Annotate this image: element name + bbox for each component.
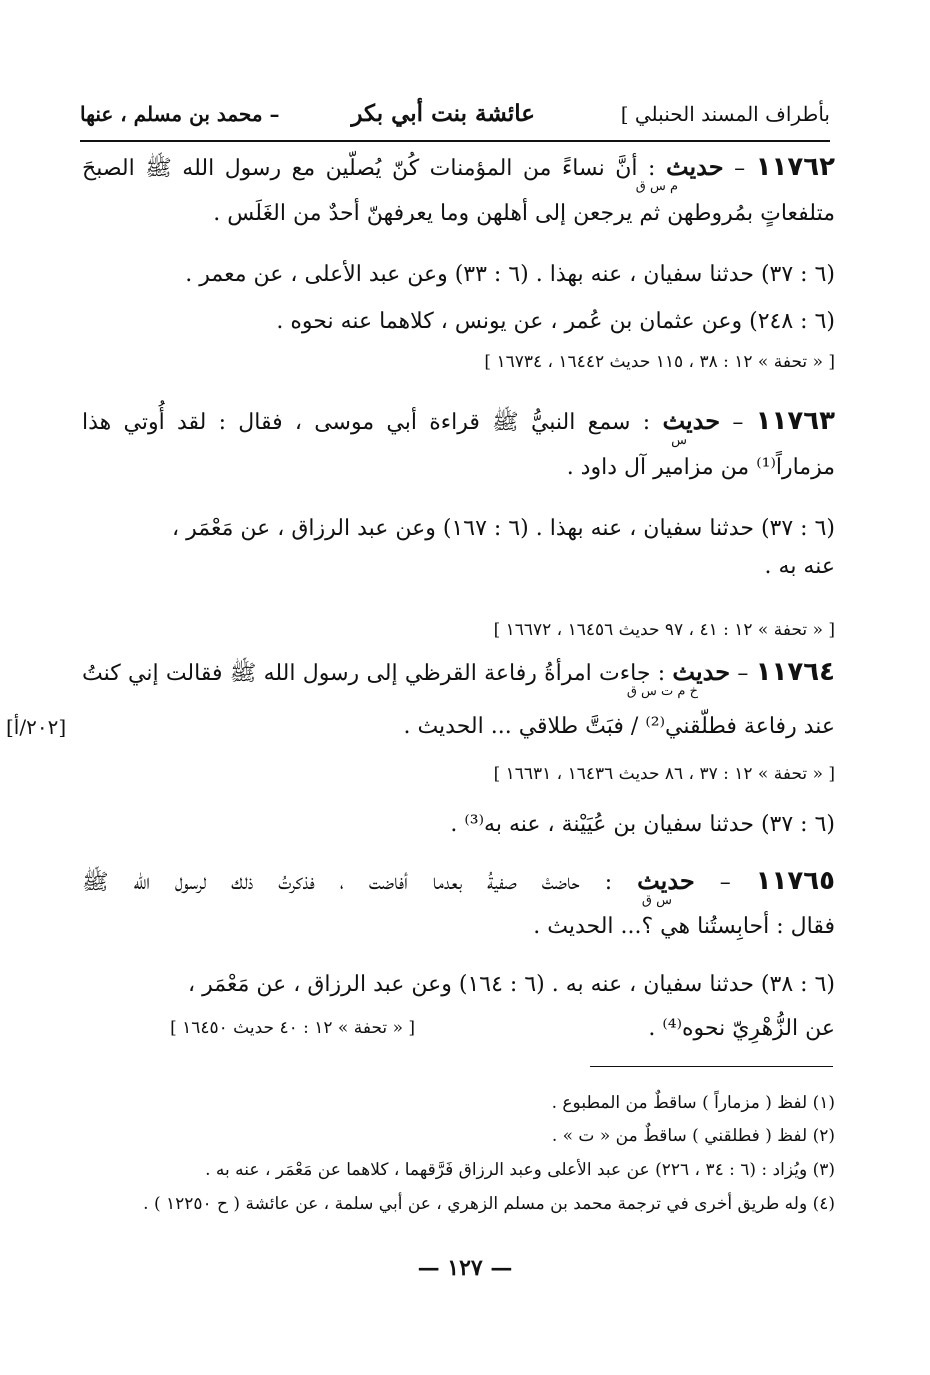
hadith-number: ١١٧٦٣ — [755, 406, 836, 436]
entry-2-line-1: ١١٧٦٣ – حديث : سمع النبيُّ ﷺ قراءة أبي موسى ، فقال : لقد أُوتي هذا — [82, 406, 836, 436]
hadith-keyword: حديث — [637, 866, 695, 895]
entry-1-line-1: ١١٧٦٢ – حديث : أنَّ نساءً من المؤمنات كُنّ يُصلّين مع رسول الله ﷺ الصبحَ — [82, 152, 835, 182]
footnote-divider — [590, 1066, 833, 1067]
entry-1-line-2: متلفعاتٍ بمُروطهن ثم يرجعن إلى أهلهن وما يعرفهنّ أحدٌ من الغَلَس . — [213, 201, 835, 226]
footnote-1: (١) لفظ ( مزماراً ) ساقطٌ من المطبوع . — [551, 1093, 835, 1113]
entry-3-chain-1: (٦ : ٣٧) حدثنا سفيان بن عُيَيْنة ، عنه به⁽³⁾ . — [450, 812, 835, 837]
header-divider — [80, 140, 830, 142]
tuhfa-reference: [ « تحفة » ١٢ : ٤١ ، ٩٧ حديث ١٦٤٥٦ ، ١٦٦٧٢ ] — [493, 620, 835, 640]
tuhfa-reference: [ « تحفة » ١٢ : ٣٨ ، ١١٥ حديث ١٦٤٤٢ ، ١٦٧٣٤ ] — [484, 352, 835, 372]
running-header — [80, 96, 830, 136]
hadith-keyword: حديث — [665, 152, 724, 181]
hadith-text: : سمع النبيُّ ﷺ قراءة أبي موسى ، فقال : لقد أُوتي هذا — [82, 410, 651, 435]
tuhfa-reference: [ « تحفة » ١٢ : ٤٠ حديث ١٦٤٥٠ ] — [170, 1018, 415, 1038]
manuscript-folio-note: [٢٠٢/أ] — [6, 715, 67, 739]
tuhfa-reference: [ « تحفة » ١٢ : ٣٧ ، ٨٦ حديث ١٦٤٣٦ ، ١٦٦٣١ ] — [493, 764, 835, 784]
footnote-2: (٢) لفظ ( فطلقني ) ساقطٌ من « ت » . — [551, 1126, 835, 1146]
entry-4-chain-1: (٦ : ٣٨) حدثنا سفيان ، عنه به . (٦ : ١٦٤) وعن عبد الرزاق ، عن مَعْمَر ، — [188, 972, 835, 997]
hadith-number: ١١٧٦٥ — [755, 866, 836, 896]
page-number: — ١٢٧ — — [417, 1255, 513, 1281]
hadith-text: : أنَّ نساءً من المؤمنات كُنّ يُصلّين مع رسول الله ﷺ الصبحَ — [82, 156, 656, 181]
entry-1-chain-2: (٦ : ٢٤٨) وعن عثمان بن عُمر ، عن يونس ، كلاهما عنه نحوه . — [276, 309, 835, 334]
entry-4-line-1: ١١٧٦٥ – حديث : حاضتْ صفيةُ بعدما أفاضت ، فذكرتُ ذلك لرسول الله ﷺ — [82, 866, 836, 896]
entry-2-chain-1: (٦ : ٣٧) حدثنا سفيان ، عنه بهذا . (٦ : ١٦٧) وعن عبد الرزاق ، عن مَعْمَر ، — [172, 516, 835, 541]
header-subsection: – محمد بن مسلم ، عنها — [80, 102, 280, 126]
hadith-number: ١١٧٦٤ — [755, 657, 835, 687]
sigla: م س ق — [635, 179, 678, 194]
entry-2-line-2: مزماراً⁽¹⁾ من مزامير آل داود . — [566, 455, 835, 480]
hadith-number: ١١٧٦٢ — [755, 152, 835, 182]
hadith-text: : جاءت امرأةُ رفاعة القرظي إلى رسول الله ﷺ فقالت إني كنتُ — [82, 661, 666, 686]
entry-4-chain-2: عن الزُّهْرِيّ نحوه⁽⁴⁾ . — [648, 1016, 835, 1041]
header-book-title: بأطراف المسند الحنبلي ] — [620, 102, 830, 126]
header-section-title: عائشة بنت أبي بكر — [351, 100, 535, 127]
hadith-text: : حاضتْ صفيةُ بعدما أفاضت ، فذكرتُ ذلك لرسول الله ﷺ — [82, 870, 613, 895]
sigla: خ م ت س ق — [626, 684, 698, 699]
footnote-3: (٣) ويُزاد : (٦ : ٣٤ ، ٢٢٦) عن عبد الأعلى وعبد الرزاق فَرَّقهما ، كلاهما عن مَعْمَر ، عنه به . — [205, 1160, 835, 1180]
entry-1-chain-1: (٦ : ٣٧) حدثنا سفيان ، عنه بهذا . (٦ : ٣٣) وعن عبد الأعلى ، عن معمر . — [185, 262, 835, 287]
footnote-4: (٤) وله طريق أخرى في ترجمة محمد بن مسلم الزهري ، عن أبي سلمة ، عن عائشة ( ح ١٢٢٥٠ ) . — [143, 1194, 835, 1214]
entry-4-line-2: فقال : أحابِستُنا هي ؟... الحديث . — [533, 914, 835, 939]
entry-3-line-2: عند رفاعة فطلّقني⁽²⁾ / فبَتَّ طلاقي ... الحديث . — [403, 714, 835, 739]
sigla: س ق — [641, 893, 672, 908]
entry-2-chain-2: عنه به . — [764, 554, 835, 579]
sigla: س — [671, 433, 687, 448]
entry-3-line-1: ١١٧٦٤ – حديث : جاءت امرأةُ رفاعة القرظي إلى رسول الله ﷺ فقالت إني كنتُ — [82, 657, 835, 687]
hadith-keyword: حديث — [662, 406, 721, 435]
hadith-keyword: حديث — [672, 657, 731, 686]
